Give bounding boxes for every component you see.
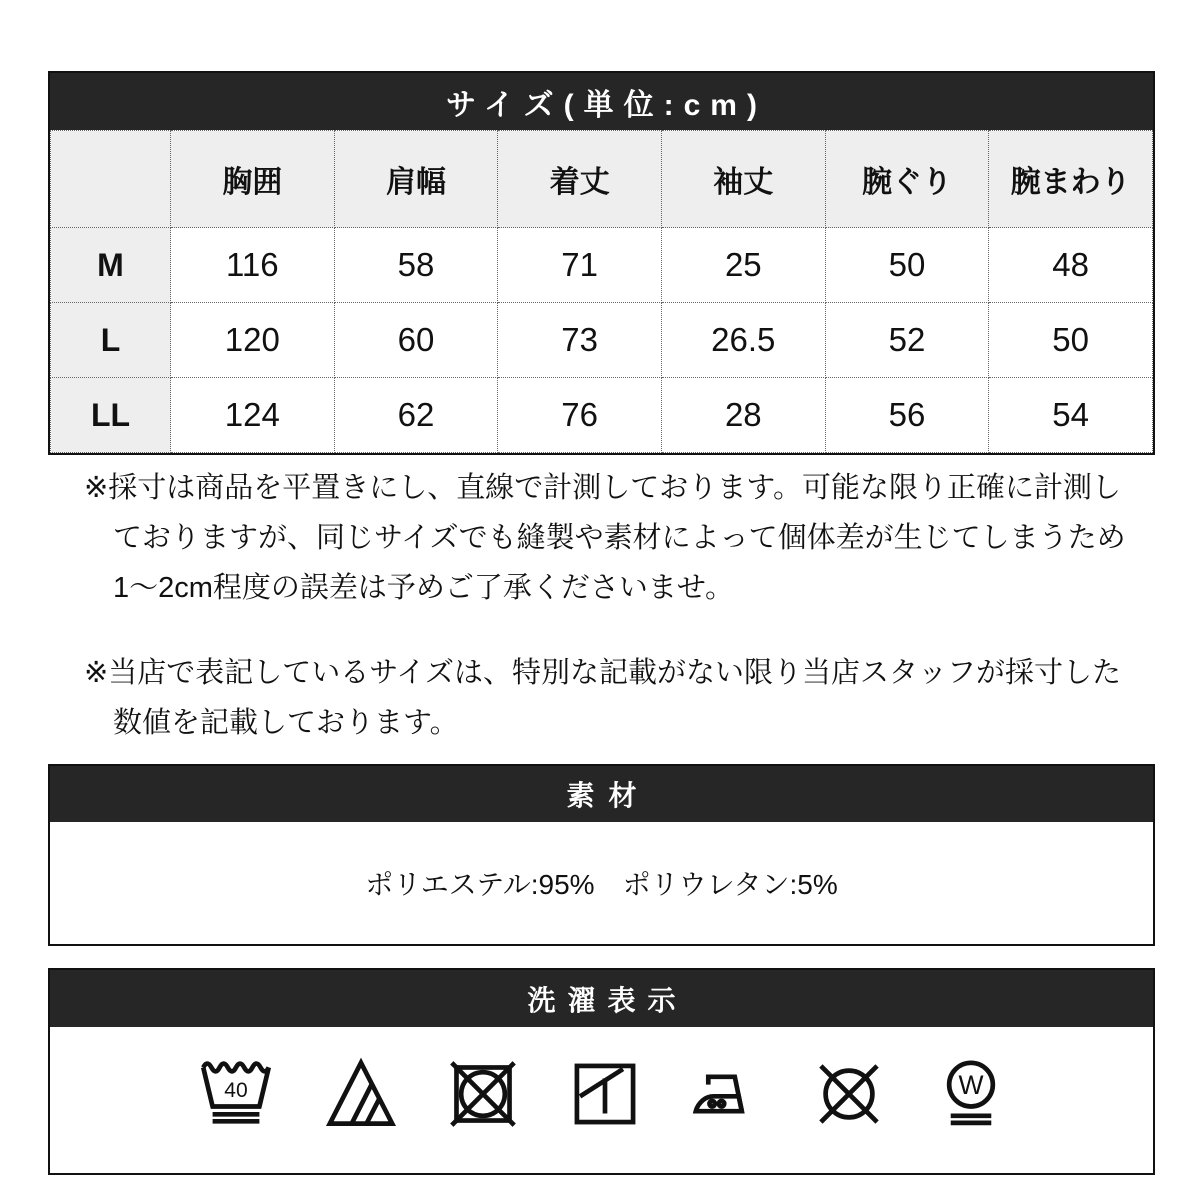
size-chart-section xyxy=(48,71,1155,455)
size-chart-title-bar xyxy=(50,73,1153,130)
cell-value: 48 xyxy=(989,228,1153,303)
note-line: 数値を記載しております。 xyxy=(113,707,459,739)
col-header-length: 着丈 xyxy=(498,131,662,228)
laundry-title: 洗濯表示 xyxy=(527,984,688,1016)
col-header-shoulder: 肩幅 xyxy=(334,131,498,228)
col-header-sleeve: 袖丈 xyxy=(661,131,825,228)
note-line: 1〜2cm程度の誤差は予めご了承くださいませ。 xyxy=(113,572,735,604)
col-header-arm-circumference: 腕まわり xyxy=(989,131,1153,228)
cell-value: 52 xyxy=(825,303,989,378)
laundry-title-bar xyxy=(50,970,1153,1027)
row-label: M xyxy=(51,228,171,303)
col-header-armhole: 腕ぐり xyxy=(825,131,989,228)
cell-value: 50 xyxy=(825,228,989,303)
corner-cell xyxy=(51,131,171,228)
cell-value: 26.5 xyxy=(661,303,825,378)
iron-medium-icon xyxy=(688,1055,766,1133)
laundry-icon-row xyxy=(50,1027,1153,1173)
cell-value: 73 xyxy=(498,303,662,378)
cell-value: 54 xyxy=(989,378,1153,453)
laundry-care-section xyxy=(48,968,1155,1175)
cell-value: 71 xyxy=(498,228,662,303)
cell-value: 76 xyxy=(498,378,662,453)
cell-value: 28 xyxy=(661,378,825,453)
note-line: ※採寸は商品を平置きにし、直線で計測しております。可能な限り正確に計測し xyxy=(84,472,1121,504)
size-chart-title: サイズ(単位:cm) xyxy=(446,88,767,122)
note-line: ※当店で表記しているサイズは、特別な記載がない限り当店スタッフが採寸した xyxy=(84,657,1121,689)
drip-dry-in-shade-icon xyxy=(566,1055,644,1133)
table-row-l xyxy=(51,303,1153,378)
svg-text:40: 40 xyxy=(223,1079,248,1103)
row-label: L xyxy=(51,303,171,378)
cell-value: 58 xyxy=(334,228,498,303)
non-chlorine-bleach-icon xyxy=(322,1055,400,1133)
size-table xyxy=(50,130,1153,453)
row-label: LL xyxy=(51,378,171,453)
material-title: 素材 xyxy=(566,780,651,811)
cell-value: 60 xyxy=(334,303,498,378)
wet-clean-mild-icon xyxy=(932,1055,1010,1133)
do-not-dry-clean-icon xyxy=(810,1055,888,1133)
svg-text:W: W xyxy=(957,1070,984,1100)
material-section xyxy=(48,764,1155,946)
material-composition: ポリエステル:95% ポリウレタン:5% xyxy=(365,869,838,900)
cell-value: 124 xyxy=(171,378,335,453)
machine-wash-40-icon xyxy=(194,1055,278,1133)
note-line: ておりますが、同じサイズでも縫製や素材によって個体差が生じてしまうため xyxy=(113,522,1126,554)
cell-value: 25 xyxy=(661,228,825,303)
cell-value: 50 xyxy=(989,303,1153,378)
col-header-chest: 胸囲 xyxy=(171,131,335,228)
note-measurement-tolerance xyxy=(84,463,1134,613)
note-staff-measured xyxy=(84,648,1134,748)
table-row-m xyxy=(51,228,1153,303)
do-not-tumble-dry-icon xyxy=(444,1055,522,1133)
cell-value: 116 xyxy=(171,228,335,303)
cell-value: 120 xyxy=(171,303,335,378)
cell-value: 56 xyxy=(825,378,989,453)
material-title-bar xyxy=(50,766,1153,822)
size-table-header-row xyxy=(51,131,1153,228)
measurement-notes xyxy=(84,463,1134,783)
cell-value: 62 xyxy=(334,378,498,453)
table-row-ll xyxy=(51,378,1153,453)
